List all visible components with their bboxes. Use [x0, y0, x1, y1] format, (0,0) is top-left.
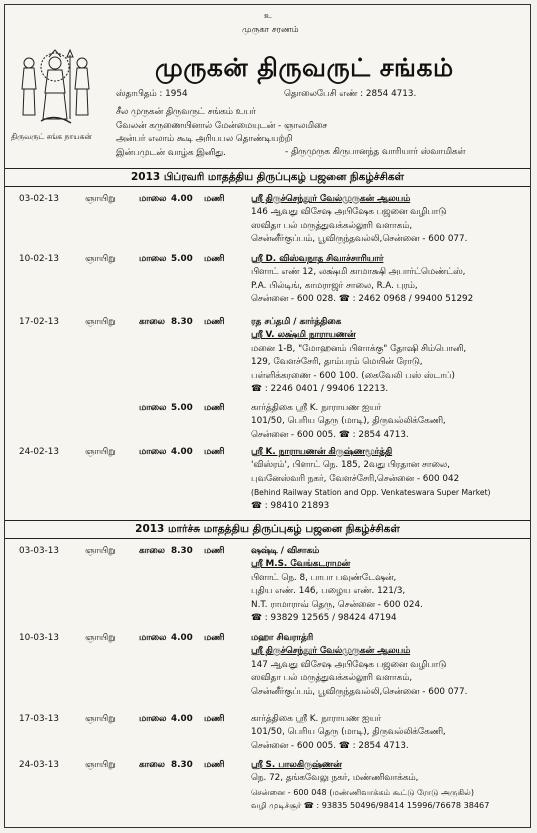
event-detail-line: சென்னை - 600 028. ☎ : 2462 0968 / 99400 51292 — [251, 294, 474, 305]
event-detail-line: சென்னீர்குப்பம், பூவிருந்தவல்லி,சென்னை - 600 077. — [251, 234, 468, 245]
founded-text: ஸ்தாபிதம் : 1954 — [116, 89, 188, 99]
event-day: ஞாயிறு — [85, 546, 116, 556]
event-session: மாலை — [139, 403, 167, 413]
event-detail-line: 146 ஆவது விசேஷ அபிஷேக பஜனை வழிபாடு — [251, 207, 447, 218]
page — [4, 4, 531, 828]
event-detail-line: புவனேஸ்வரி நகர், வேளச்சேரி,சென்னை - 600 042 — [251, 473, 460, 484]
event-session: மாலை — [139, 714, 167, 724]
event-detail-line: நெ. 72, தங்கவேலு நகர், மண்ணிவாக்கம், — [251, 773, 419, 784]
section-heading-february: 2013 பிப்ரவரி மாதத்திய திருப்புகழ் பஜனை நிகழ்ச்சிகள் — [5, 168, 530, 187]
event-detail-line: ☎ : 93829 12565 / 98424 47194 — [251, 613, 397, 624]
event-detail-line: சென்னை - 600 048 (மண்ணிவாக்கம் கூட்டு ரோடு அருகில்) — [251, 786, 474, 797]
event-detail-line: கார்த்திகை ஸ்ரீ K. நாராயண ஐயர் — [251, 714, 382, 724]
event-session: காலை — [139, 317, 165, 327]
event-detail-line: ஷஷ்டி / விசாகம் — [251, 546, 320, 556]
event-details — [251, 632, 523, 699]
deity-caption: திருவருட் சங்க நாயகன் — [11, 132, 92, 141]
event-detail-line: ஸவிதா பல் மருத்துவக்கல்லூரி வளாகம், — [251, 220, 413, 231]
verse-credit: - திருமுருக கிருபானந்த வாரியார் ஸ்வாமிகள் — [285, 147, 466, 157]
page-title: முருகன் திருவருட் சங்கம் — [155, 53, 454, 82]
event-date: 03-02-13 — [19, 194, 59, 204]
verse-line: இன்பமுடன் வாழ்க இனிது. — [116, 147, 226, 158]
deity-illustration — [15, 49, 95, 129]
event-detail-line: சென்னை - 600 005. ☎ : 2854 4713. — [251, 740, 409, 751]
event-time: 4.00 — [171, 194, 193, 204]
event-time: 5.00 — [171, 254, 193, 264]
event-detail-line: சென்னை - 600 005. ☎ : 2854 4713. — [251, 429, 409, 440]
event-detail-line: P.A. பில்டிங், காமராஜர் சாலை, R.A. புரம், — [251, 280, 418, 291]
event-time: 8.30 — [171, 760, 193, 770]
event-time-unit: மணி — [204, 760, 225, 770]
event-detail-line: ☎ : 2246 0401 / 99406 12213. — [251, 384, 389, 395]
event-detail-line: (Behind Railway Station and Opp. Venkateswara Super Market) — [251, 488, 491, 498]
event-detail-line: பள்ளிக்கரணை - 600 100. (கைவேலி பஸ் ஸ்டாப்) — [251, 370, 455, 381]
event-details — [251, 545, 523, 625]
event-day: ஞாயிறு — [85, 194, 116, 204]
event-time: 5.00 — [171, 403, 193, 413]
event-session: மாலை — [139, 633, 167, 643]
event-detail-line: புதிய எண். 146, பழைய எண். 121/3, — [251, 586, 406, 597]
event-detail-line: கார்த்திகை ஸ்ரீ K. நாராயண ஐயர் — [251, 403, 382, 413]
event-detail-line: ☎ : 98410 21893 — [251, 500, 330, 511]
event-details — [251, 253, 523, 307]
event-day: ஞாயிறு — [85, 317, 116, 327]
event-detail-line: ஸ்ரீ M.S. வேங்கடராமன் — [251, 559, 351, 570]
event-detail-line: ஸ்ரீ திருச்செந்தூர் வேல்முருகன் ஆலயம் — [251, 194, 411, 204]
event-detail-line: 'விஸ்ரம்', பிளாட் நெ. 185, 2வது பிரதான சாலை, — [251, 460, 450, 471]
event-details — [251, 446, 523, 513]
verse-line: வேலன் கருணையினால் மேன்மையுடன் - ஞாலமிசை — [116, 120, 328, 131]
event-details — [251, 713, 523, 753]
event-detail-line: N.T. ராமாராவ் தெரு, சென்னை - 600 024. — [251, 599, 423, 610]
event-session: மாலை — [139, 447, 167, 457]
event-time-unit: மணி — [204, 317, 225, 327]
event-date: 10-03-13 — [19, 633, 59, 643]
event-detail-line: சென்னீர்குப்பம், பூவிருந்தவல்லி,சென்னை - 600 077. — [251, 686, 468, 697]
event-time-unit: மணி — [204, 714, 225, 724]
event-time: 4.00 — [171, 633, 193, 643]
event-session: மாலை — [139, 254, 167, 264]
event-detail-line: மனை 1-B, "மோஹனம் பிளாக்கு" தோஷி சிம்பொனி, — [251, 343, 467, 354]
event-detail-line: ரத சப்தமி / கார்த்திகை — [251, 317, 342, 327]
invocation: முருகா சரணம் — [242, 25, 299, 35]
event-detail-line: ஸ்ரீ D. விஸ்வநாத சிவாச்சாரியார் — [251, 254, 384, 264]
event-detail-line: 147 ஆவது விசேஷ அபிஷேக பஜனை வழிபாடு — [251, 659, 447, 670]
event-detail-line: ஸ்ரீ K. நாராயணன் கிருஷ்ணமூர்த்தி — [251, 447, 393, 457]
event-day: ஞாயிறு — [85, 714, 116, 724]
event-details — [251, 193, 523, 247]
event-day: ஞாயிறு — [85, 633, 116, 643]
top-symbol: உ — [264, 11, 272, 21]
event-detail-line: ஸ்ரீ திருச்செந்தூர் வேல்முருகன் ஆலயம் — [251, 646, 411, 657]
event-details — [251, 316, 523, 396]
event-detail-line: மஹா சிவராத்ரி — [251, 633, 314, 643]
event-details — [251, 759, 523, 813]
event-detail-line: 129, வேளச்சேரி, தாம்பரம் மெயின் ரோடு, — [251, 357, 423, 368]
event-detail-line: வழி முடிச்சூர் ☎ : 93835 50496/98414 15996/76678 38467 — [251, 800, 490, 811]
event-time: 4.00 — [171, 714, 193, 724]
event-detail-line: ஸ்ரீ S. பாலகிருஷ்ணன் — [251, 760, 342, 770]
phone-text: தொலைபேசி எண் : 2854 4713. — [284, 89, 417, 99]
event-detail-line: ஸ்ரீ V. லக்ஷ்மி நாராயணன் — [251, 330, 356, 341]
event-time-unit: மணி — [204, 194, 225, 204]
event-day: ஞாயிறு — [85, 760, 116, 770]
event-time: 8.30 — [171, 317, 193, 327]
event-time-unit: மணி — [204, 254, 225, 264]
section-heading-march: 2013 மார்ச்சு மாதத்திய திருப்புகழ் பஜனை நிகழ்ச்சிகள் — [5, 520, 530, 539]
event-time-unit: மணி — [204, 633, 225, 643]
event-session: காலை — [139, 760, 165, 770]
event-detail-line: பிளாட் நெ. 8, பாபா பவுண்டேஷன், — [251, 572, 397, 583]
event-detail-line: பிளாட் எண் 12, லக்ஷ்மி காமாக்ஷி அபார்ட்மெண்ட்ஸ், — [251, 267, 466, 278]
event-session: மாலை — [139, 194, 167, 204]
event-date: 17-03-13 — [19, 714, 59, 724]
event-time: 8.30 — [171, 546, 193, 556]
event-details — [251, 402, 523, 442]
event-date: 17-02-13 — [19, 317, 59, 327]
verse-line: அன்பர் எலாம் கூடி அரியபல தொண்டியற்றி — [116, 134, 293, 144]
event-day: ஞாயிறு — [85, 254, 116, 264]
event-date: 24-03-13 — [19, 760, 59, 770]
event-time-unit: மணி — [204, 447, 225, 457]
event-time: 4.00 — [171, 447, 193, 457]
event-detail-line: 101/50, பெரிய தெரு (மாடி), திருவல்லிக்கேணி, — [251, 727, 446, 738]
event-date: 03-03-13 — [19, 546, 59, 556]
event-day: ஞாயிறு — [85, 447, 116, 457]
event-date: 10-02-13 — [19, 254, 59, 264]
event-date: 24-02-13 — [19, 447, 59, 457]
event-detail-line: 101/50, பெரிய தெரு (மாடி), திருவல்லிக்கேணி, — [251, 416, 446, 427]
event-session: காலை — [139, 546, 165, 556]
event-detail-line: ஸவிதா பல் மருத்துவக்கல்லூரி வளாகம், — [251, 673, 413, 684]
event-time-unit: மணி — [204, 403, 225, 413]
event-time-unit: மணி — [204, 546, 225, 556]
verse-line: சீல முருகன் திருவருட் சங்கம் உயர் — [116, 107, 256, 117]
